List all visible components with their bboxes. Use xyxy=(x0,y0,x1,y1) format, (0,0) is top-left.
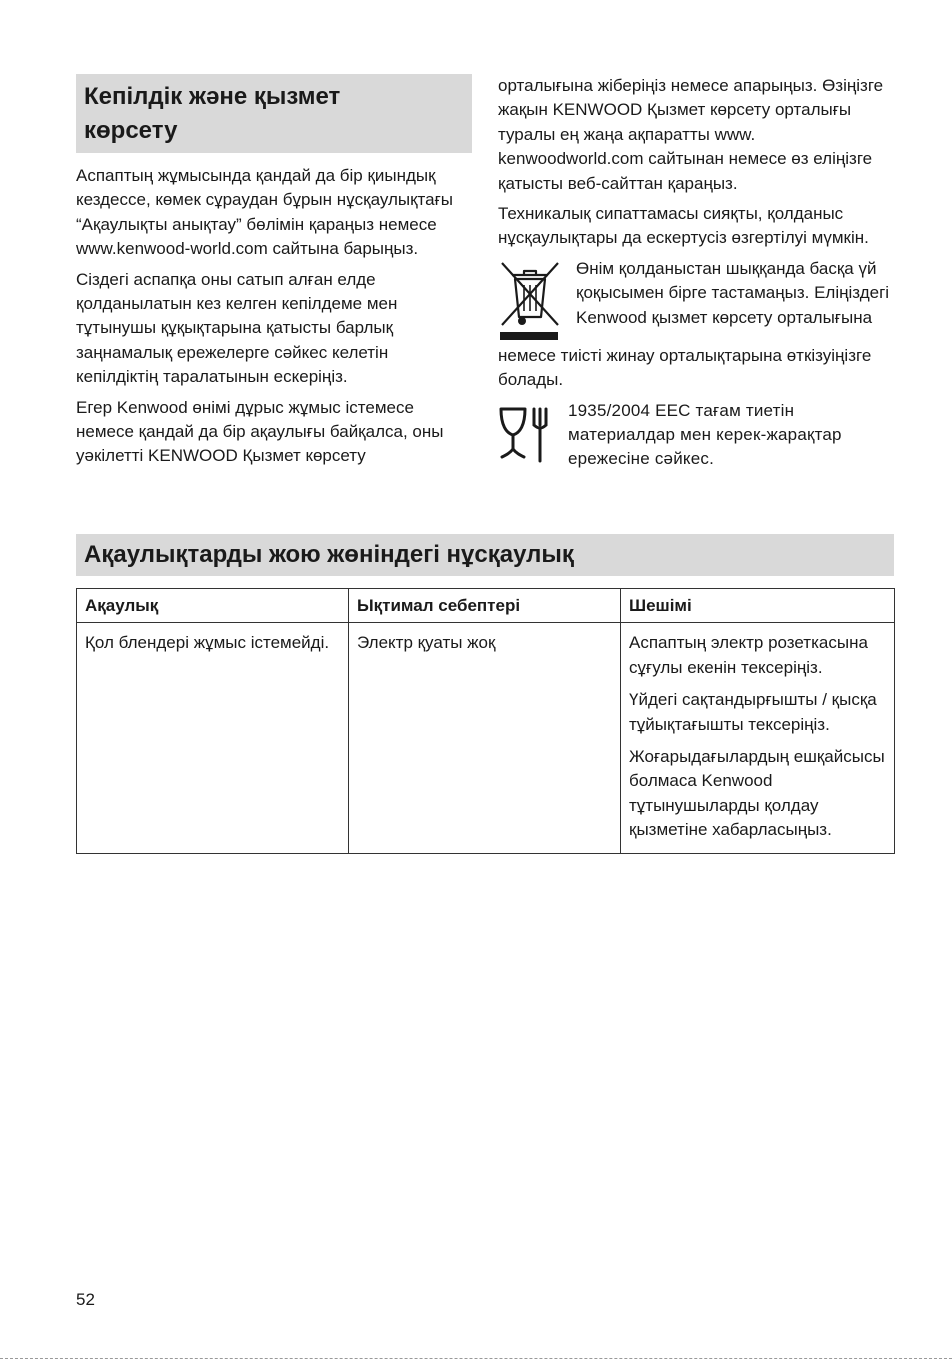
page-edge-divider xyxy=(0,1358,952,1359)
warranty-heading-line1: Кепілдік және қызмет xyxy=(84,83,341,110)
food-contact-glass-fork-icon xyxy=(498,399,556,468)
warranty-paragraph-3: Егер Kenwood өнімі дұрыс жұмыс істемесе немесе қандай да бір ақаулығы байқалса, оны уәкілетті KENWOOD Қызмет көрсету xyxy=(76,397,444,466)
solution-item: Жоғарыдағылардың ешқайсысы болмаса Kenwood тұтынушыларды қолдау қызметіне хабарласыңыз. xyxy=(629,747,885,840)
page-number: 52 xyxy=(76,1290,95,1309)
column-header-solution: Шешімі xyxy=(621,589,895,623)
warranty-heading xyxy=(76,74,472,153)
solution-item: Үйдегі сақтандырғышты / қысқа тұйықтағышты тексеріңіз. xyxy=(629,690,877,734)
warranty-column-left xyxy=(76,74,472,475)
weee-notice xyxy=(498,257,894,346)
cause-cell: Электр қуаты жоқ xyxy=(349,623,621,853)
warranty-paragraph-1: Аспаптың жұмысында қандай да бір қиындық кездессе, көмек сұраудан бұрын нұсқаулықтағы “Ақаулықты анықтау” бөлімін қараңыз немесе www.kenwood-world.com сайтына барыңыз. xyxy=(76,166,454,259)
warranty-paragraph-4: Техникалық сипаттамасы сияқты, қолданыс нұсқаулықтары да ескертусіз өзгертілуі мүмкін. xyxy=(498,204,869,248)
food-contact-text: 1935/2004 ЕЕС тағам тиетін материалдар мен керек-жарақтар ережесіне сәйкес. xyxy=(568,400,842,469)
warranty-paragraph-2: Сіздегі аспапқа оны сатып алған елде қолданылатын кез келген кепілдеме мен тұтынушы құқықтарына қатысты барлық заңнамалық ережелерге сәйкес келетін кепілдіктің таралатынын ескеріңіз. xyxy=(76,269,398,387)
weee-text-continued: немесе тиісті жинау орталықтарына өткізуіңізге болады. xyxy=(498,345,872,390)
weee-text: Өнім қолданыстан шыққанда басқа үй қоқысымен бірге тастамаңыз. Еліңіздегі Kenwood қызмет көрсету орталығына xyxy=(576,258,890,327)
problem-cell: Қол блендері жұмыс істемейді. xyxy=(77,623,349,853)
solution-item: Аспаптың электр розеткасына сұғулы екенін тексеріңіз. xyxy=(629,633,868,677)
warranty-column-right xyxy=(498,74,894,478)
table-header-row xyxy=(77,589,895,623)
solution-cell xyxy=(621,623,895,853)
warranty-heading-line2: көрсету xyxy=(84,117,178,144)
troubleshooting-section xyxy=(76,534,894,576)
food-contact-notice xyxy=(498,399,894,478)
column-header-problem: Ақаулық xyxy=(77,589,349,623)
table-row xyxy=(77,623,895,853)
warranty-paragraph-3-continued: орталығына жіберіңіз немесе апарыңыз. Өзіңізге жақын KENWOOD Қызмет көрсету орталығы туралы ең жаңа ақпаратты www. kenwoodworld.com сайтынан немесе өз еліңізге қатысты веб-сайттан қараңыз. xyxy=(498,76,884,193)
column-header-cause: Ықтимал себептері xyxy=(349,589,621,623)
troubleshooting-heading: Ақаулықтарды жою жөніндегі нұсқаулық xyxy=(76,534,894,576)
troubleshooting-table xyxy=(76,588,895,854)
crossed-out-wheelie-bin-icon xyxy=(498,257,568,346)
